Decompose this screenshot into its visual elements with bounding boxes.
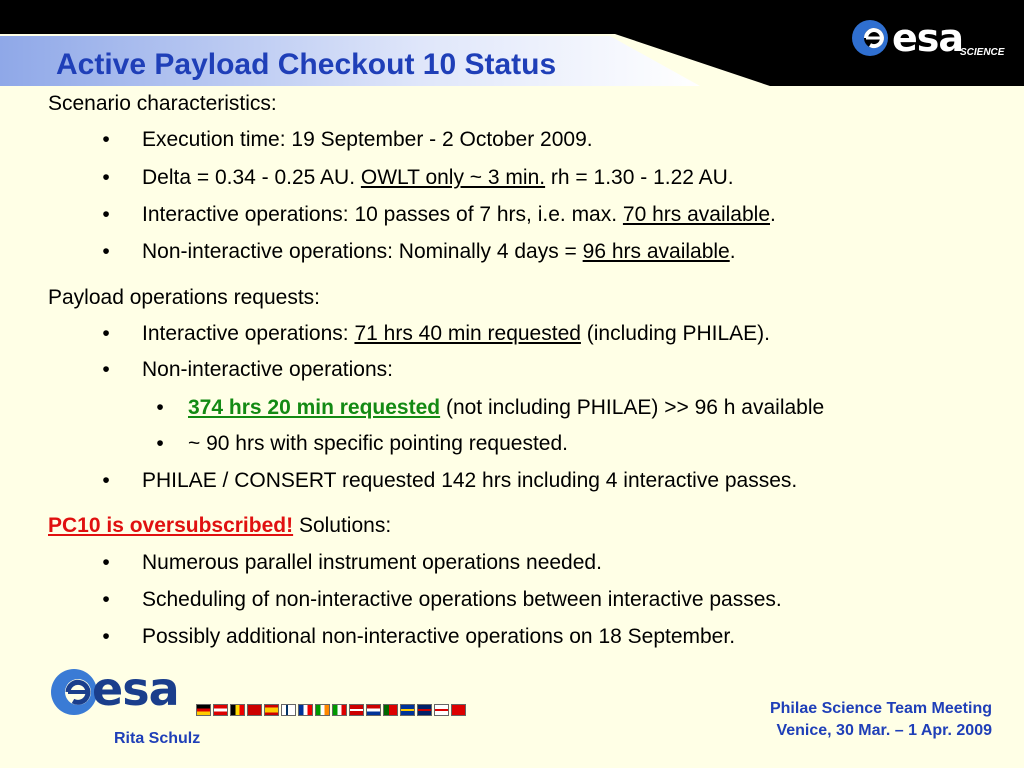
- flag-icon: [400, 704, 415, 716]
- scenario-item-text: Delta = 0.34 - 0.25 AU. OWLT only ~ 3 min. rh = 1.30 - 1.22 AU.: [142, 166, 734, 189]
- flag-icon: [332, 704, 347, 716]
- solutions-item-text: Scheduling of non-interactive operations between interactive passes.: [142, 588, 782, 611]
- requests-subitem-text: 374 hrs 20 min requested (not including PHILAE) >> 96 h available: [188, 396, 825, 419]
- esa-logo-text: esa: [92, 662, 179, 716]
- requests-item-text: Non-interactive operations:: [142, 358, 393, 381]
- bullet-icon: •: [102, 203, 110, 226]
- meeting-title: Philae Science Team Meeting: [769, 700, 992, 717]
- esa-logo-footer: [50, 662, 210, 722]
- bullet-icon: •: [102, 128, 110, 151]
- flag-icon: [451, 704, 466, 716]
- flag-icon: [417, 704, 432, 716]
- flag-icon: [281, 704, 296, 716]
- scenario-item-text: Execution time: 19 September - 2 October 2009.: [142, 128, 593, 151]
- flag-icon: [315, 704, 330, 716]
- slide-title: Active Payload Checkout 10 Status: [56, 48, 557, 81]
- bullet-icon: •: [156, 432, 164, 455]
- bullet-icon: •: [102, 240, 110, 263]
- flag-icon: [264, 704, 279, 716]
- requests-heading: Payload operations requests:: [48, 286, 321, 309]
- esa-logo-top: [850, 14, 1020, 64]
- scenario-item-text: Non-interactive operations: Nominally 4 days = 96 hrs available.: [142, 240, 736, 263]
- bullet-icon: •: [102, 551, 110, 574]
- flag-icon: [247, 704, 262, 716]
- bullet-icon: •: [156, 396, 164, 419]
- flag-icon: [196, 704, 211, 716]
- scenario-heading: Scenario characteristics:: [48, 92, 277, 115]
- author-name: Rita Schulz: [114, 730, 201, 747]
- esa-logo-text: esa: [892, 16, 964, 60]
- flag-icon: [230, 704, 245, 716]
- flag-icon: [434, 704, 449, 716]
- bullet-icon: •: [102, 588, 110, 611]
- flag-icon: [383, 704, 398, 716]
- flag-icon: [213, 704, 228, 716]
- solutions-heading: PC10 is oversubscribed! Solutions:: [48, 514, 392, 537]
- bullet-icon: •: [102, 322, 110, 345]
- solutions-item-text: Possibly additional non-interactive operations on 18 September.: [142, 625, 736, 648]
- member-state-flags: [196, 704, 468, 718]
- scenario-item-text: Interactive operations: 10 passes of 7 hrs, i.e. max. 70 hrs available.: [142, 203, 776, 226]
- solutions-item-text: Numerous parallel instrument operations needed.: [142, 551, 602, 574]
- meeting-info: [770, 698, 992, 742]
- bullet-icon: •: [102, 358, 110, 381]
- bullet-icon: •: [102, 625, 110, 648]
- oversubscribed-label: PC10 is oversubscribed!: [48, 514, 294, 537]
- esa-science-label: SCIENCE: [960, 47, 1005, 58]
- esa-globe-icon: [50, 666, 98, 718]
- flag-icon: [298, 704, 313, 716]
- bullet-icon: •: [102, 166, 110, 189]
- meeting-dates: Venice, 30 Mar. – 1 Apr. 2009: [776, 722, 992, 739]
- esa-globe-icon: [850, 18, 890, 58]
- flag-icon: [366, 704, 381, 716]
- flag-icon: [349, 704, 364, 716]
- bullet-icon: •: [102, 469, 110, 492]
- requests-item-text: PHILAE / CONSERT requested 142 hrs including 4 interactive passes.: [142, 469, 798, 492]
- requests-subitem-text: ~ 90 hrs with specific pointing requested.: [188, 432, 568, 455]
- requests-item-text: Interactive operations: 71 hrs 40 min requested (including PHILAE).: [142, 322, 771, 345]
